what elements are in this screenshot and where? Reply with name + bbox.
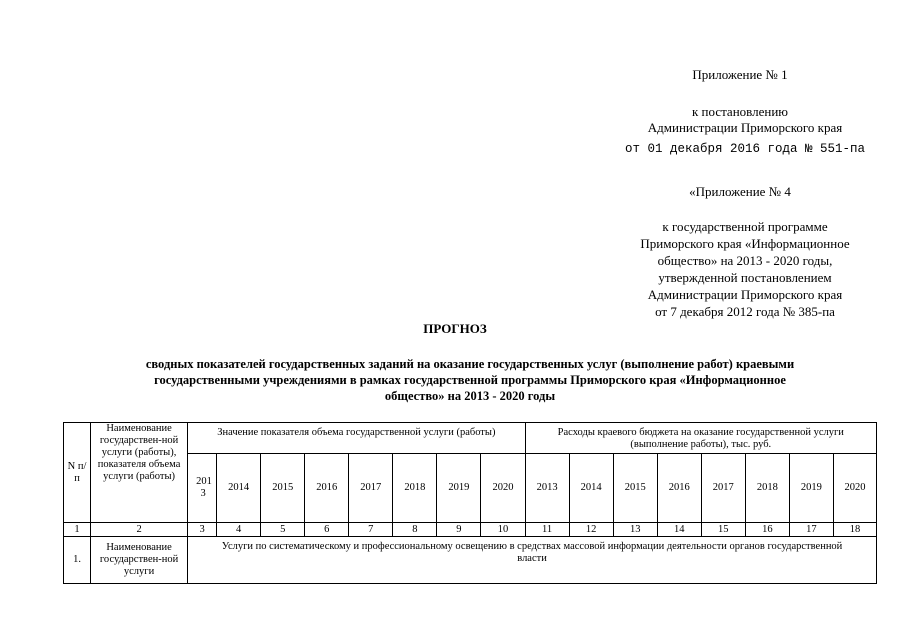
subtitle-line: государственными учреждениями в рамках государственной программы Приморского края «Информационное [154, 373, 786, 387]
program-reference [605, 218, 885, 320]
column-number: 15 [701, 523, 745, 537]
cost-year-header: 2018 [745, 454, 789, 523]
column-number: 1 [64, 523, 91, 537]
document-title: ПРОГНОЗ [423, 321, 487, 336]
program-line: утвержденной постановлением [658, 270, 832, 285]
column-number: 12 [569, 523, 613, 537]
program-line: Приморского края «Информационное [640, 236, 850, 251]
column-number: 8 [393, 523, 437, 537]
row-number: 1. [64, 537, 91, 584]
value-year-header: 201 3 [188, 454, 217, 523]
column-number: 6 [305, 523, 349, 537]
column-number: 10 [481, 523, 525, 537]
column-number: 9 [437, 523, 481, 537]
value-year-header: 2015 [261, 454, 305, 523]
cost-year-header: 2020 [833, 454, 876, 523]
header-num: N п/п [64, 423, 91, 523]
column-number: 18 [833, 523, 876, 537]
header-values-group: Значение показателя объема государственной услуги (работы) [188, 423, 525, 454]
header-service-name: Наименование государствен-ной услуги (работы), показателя объема услуги (работы) [91, 423, 188, 523]
row-label: Наименование государствен-ной услуги [91, 537, 188, 584]
header-costs-group: Расходы краевого бюджета на оказание государственной услуги (выполнение работы), тыс. руб. [525, 423, 876, 454]
column-number: 7 [349, 523, 393, 537]
cost-year-header: 2014 [569, 454, 613, 523]
appendix-1-label: Приложение № 1 [692, 67, 788, 82]
forecast-table [63, 422, 877, 584]
cost-year-header: 2013 [525, 454, 569, 523]
value-year-header: 2018 [393, 454, 437, 523]
subtitle-line: общество» на 2013 - 2020 годы [384, 389, 556, 403]
program-line: Администрации Приморского края [647, 287, 843, 302]
document-subtitle [60, 356, 880, 404]
column-number: 17 [789, 523, 833, 537]
column-number: 4 [217, 523, 261, 537]
column-number: 11 [525, 523, 569, 537]
cost-year-header: 2015 [613, 454, 657, 523]
value-year-header: 2017 [349, 454, 393, 523]
cost-year-header: 2017 [701, 454, 745, 523]
value-year-header: 2019 [437, 454, 481, 523]
column-number: 2 [91, 523, 188, 537]
admin-label: Администрации Приморского края [647, 120, 843, 135]
program-line: от 7 декабря 2012 года № 385-па [655, 304, 835, 319]
value-year-header: 2014 [217, 454, 261, 523]
cost-year-header: 2019 [789, 454, 833, 523]
column-number: 13 [613, 523, 657, 537]
column-number: 5 [261, 523, 305, 537]
value-year-header: 2020 [481, 454, 525, 523]
subtitle-line: сводных показателей государственных заданий на оказание государственных услуг (выполнение работ) краевыми [145, 357, 795, 371]
cost-year-header: 2016 [657, 454, 701, 523]
column-number: 3 [188, 523, 217, 537]
service-description: Услуги по систематическому и профессиональному освещению в средствах массовой информации деятельности органов государственной власти [188, 537, 877, 584]
to-resolution-label: к постановлению [691, 104, 789, 119]
column-number: 16 [745, 523, 789, 537]
column-number: 14 [657, 523, 701, 537]
program-line: к государственной программе [662, 219, 828, 234]
appendix-4-label: «Приложение № 4 [689, 184, 791, 199]
program-line: общество» на 2013 - 2020 годы, [657, 253, 833, 268]
resolution-date: от 01 декабря 2016 года № 551-па [625, 142, 866, 156]
value-year-header: 2016 [305, 454, 349, 523]
